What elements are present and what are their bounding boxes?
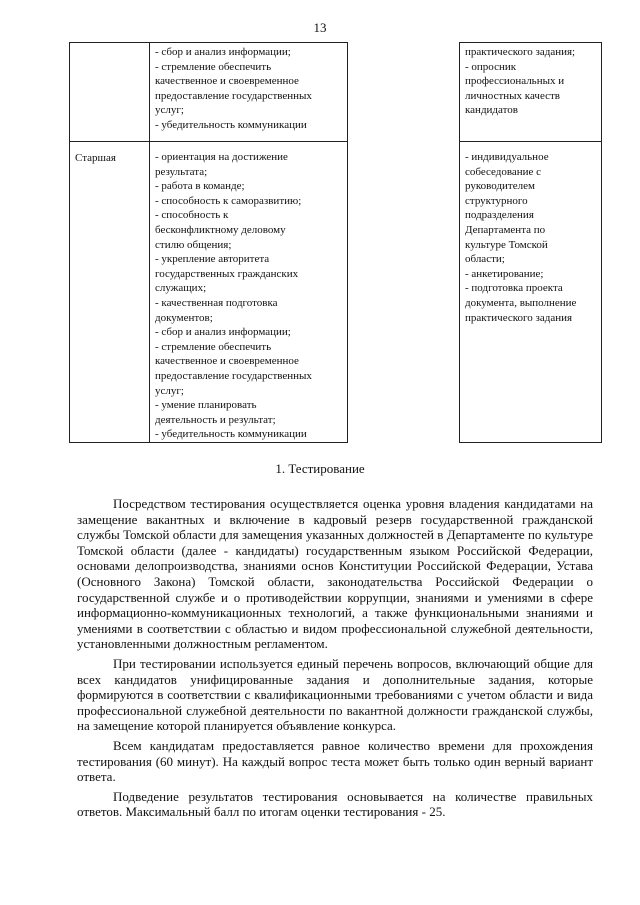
quality-line: услуг; [155,104,184,117]
group-cell [70,43,150,142]
quality-line: бесконфликтному деловому [155,223,286,236]
section-body [77,496,593,824]
method-line: личностных качеств [465,89,560,102]
paragraph: При тестировании используется единый перечень вопросов, включающий общие для всех кандидатов унифицированные задания и дополнительные задания, которые формируются в соответствии с квалификационными требованиями с учетом области и вида профессиональной служебной деятельности по вакантной должности гражданской службы, на замещение которой планируется объявление конкурса. [77,655,593,734]
quality-line: услуг; [155,384,184,397]
group-cell: Старшая [70,142,150,443]
quality-line: - стремление обеспечить [155,340,272,353]
quality-line: государственных гражданских [155,267,299,280]
methods-cell [460,43,602,142]
quality-line: - укрепление авторитета [155,253,270,266]
qualifications-table [69,42,602,443]
method-line: - анкетирование; [465,267,544,280]
quality-line: - способность к [155,209,229,222]
quality-line: качественное и своевременное [155,355,299,368]
method-line: собеседование с [465,165,542,178]
method-line: практического задания; [465,46,576,58]
method-line: Департамента по [465,223,546,236]
quality-line: - умение планировать [155,399,257,412]
quality-line: - способность к саморазвитию; [155,194,302,207]
method-line: кандидатов [465,104,518,117]
method-line: руководителем [465,180,535,193]
quality-line: - качественная подготовка [155,296,278,309]
quality-line: стилю общения; [155,238,232,251]
method-line: культуре Томской [465,238,548,251]
quality-line: деятельность и результат; [155,413,276,426]
method-line: профессиональных и [465,75,565,88]
empty-cell [348,142,460,443]
quality-line: предоставление государственных [155,89,312,102]
method-line: области; [465,253,505,266]
empty-cell [348,43,460,142]
method-line: - подготовка проекта [465,282,563,295]
method-line: - индивидуальное [465,151,549,163]
quality-line: качественное и своевременное [155,75,299,88]
quality-line: документов; [155,311,213,324]
quality-line: - сбор и анализ информации; [155,46,291,58]
methods-cell [460,142,602,443]
quality-line: - ориентация на достижение [155,151,288,163]
table-row [70,142,602,443]
paragraph: Посредством тестирования осуществляется оценка уровня владения кандидатами на замещение вакантных и включение в кадровый резерв государственной гражданской службы Томской области для замещения указанных должностей в Департаменте по культуре Томской области (далее - кандидаты) государственным языком Российской Федерации, основами делопроизводства, знаниями основ Конституции Российской Федерации, Устава (Основного Закона) Томской области, законодательства Российской Федерации о государственной службе и о противодействии коррупции, знаниями и умениями в сфере информационно-коммуникационных технологий, а также функциональными знаниями и умениями в соответствии с областью и видом профессиональной служебной деятельности, установленными должностным регламентом. [77,496,593,652]
quality-line: служащих; [155,282,207,295]
method-line: - опросник [465,60,517,73]
section-heading: 1. Тестирование [275,461,365,476]
method-line: практического задания [465,311,573,324]
quality-line: - работа в команде; [155,180,245,193]
quality-line: результата; [155,165,208,178]
paragraph: Подведение результатов тестирования основывается на количестве правильных ответов. Максимальный балл по итогам оценки тестирования - 25. [77,788,593,820]
quality-line: - убедительность коммуникации [155,118,307,131]
quality-line: предоставление государственных [155,369,312,382]
paragraph: Всем кандидатам предоставляется равное количество времени для прохождения тестирования (60 минут). На каждый вопрос теста может быть только один верный вариант ответа. [77,737,593,785]
method-line: структурного [465,194,528,207]
qualities-cell [150,142,348,443]
quality-line: - убедительность коммуникации [155,428,307,441]
qualities-cell [150,43,348,142]
method-line: подразделения [465,209,534,222]
quality-line: - стремление обеспечить [155,60,272,73]
quality-line: - сбор и анализ информации; [155,326,291,339]
table-row [70,43,602,142]
method-line: документа, выполнение [465,296,577,309]
page-number: 13 [313,20,327,35]
